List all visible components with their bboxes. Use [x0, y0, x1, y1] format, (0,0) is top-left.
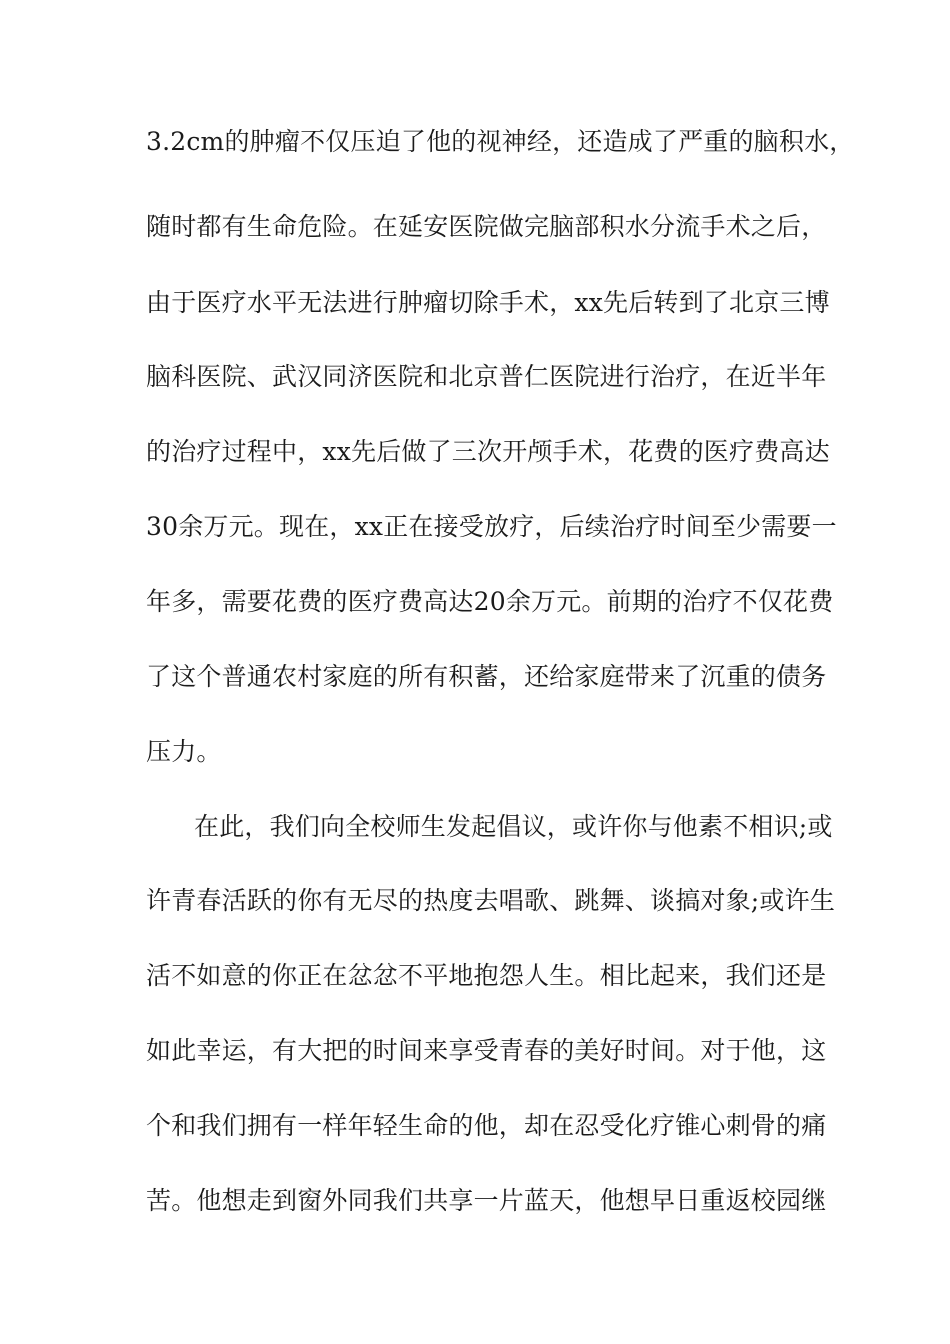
- text-line: 如此幸运，有大把的时间来享受青春的美好时间。对于他，这: [146, 1036, 827, 1065]
- text-line: 年多，需要花费的医疗费高达20余万元。前期的治疗不仅花费: [146, 587, 834, 616]
- paragraph-first-line: 在此，我们向全校师生发起倡议，或许你与他素不相识;或: [194, 812, 833, 841]
- text-line: 的治疗过程中，xx先后做了三次开颅手术，花费的医疗费高达: [146, 437, 830, 466]
- text-line: 压力。: [146, 737, 222, 766]
- text-line: 30余万元。现在，xx正在接受放疗，后续治疗时间至少需要一: [146, 512, 837, 541]
- text-line: 苦。他想走到窗外同我们共享一片蓝天，他想早日重返校园继: [146, 1186, 827, 1215]
- text-line: 由于医疗水平无法进行肿瘤切除手术，xx先后转到了北京三博: [146, 288, 830, 317]
- text-line: 个和我们拥有一样年轻生命的他，却在忍受化疗锥心刺骨的痛: [146, 1111, 827, 1140]
- text-line: 活不如意的你正在忿忿不平地抱怨人生。相比起来，我们还是: [146, 961, 827, 990]
- text-line: 随时都有生命危险。在延安医院做完脑部积水分流手术之后，: [146, 212, 827, 241]
- text-line: 脑科医院、武汉同济医院和北京普仁医院进行治疗，在近半年: [146, 362, 827, 391]
- text-line: 3.2cm的肿瘤不仅压迫了他的视神经，还造成了严重的脑积水，: [146, 127, 855, 156]
- text-line: 许青春活跃的你有无尽的热度去唱歌、跳舞、谈搞对象;或许生: [146, 886, 836, 915]
- text-line: 了这个普通农村家庭的所有积蓄，还给家庭带来了沉重的债务: [146, 662, 827, 691]
